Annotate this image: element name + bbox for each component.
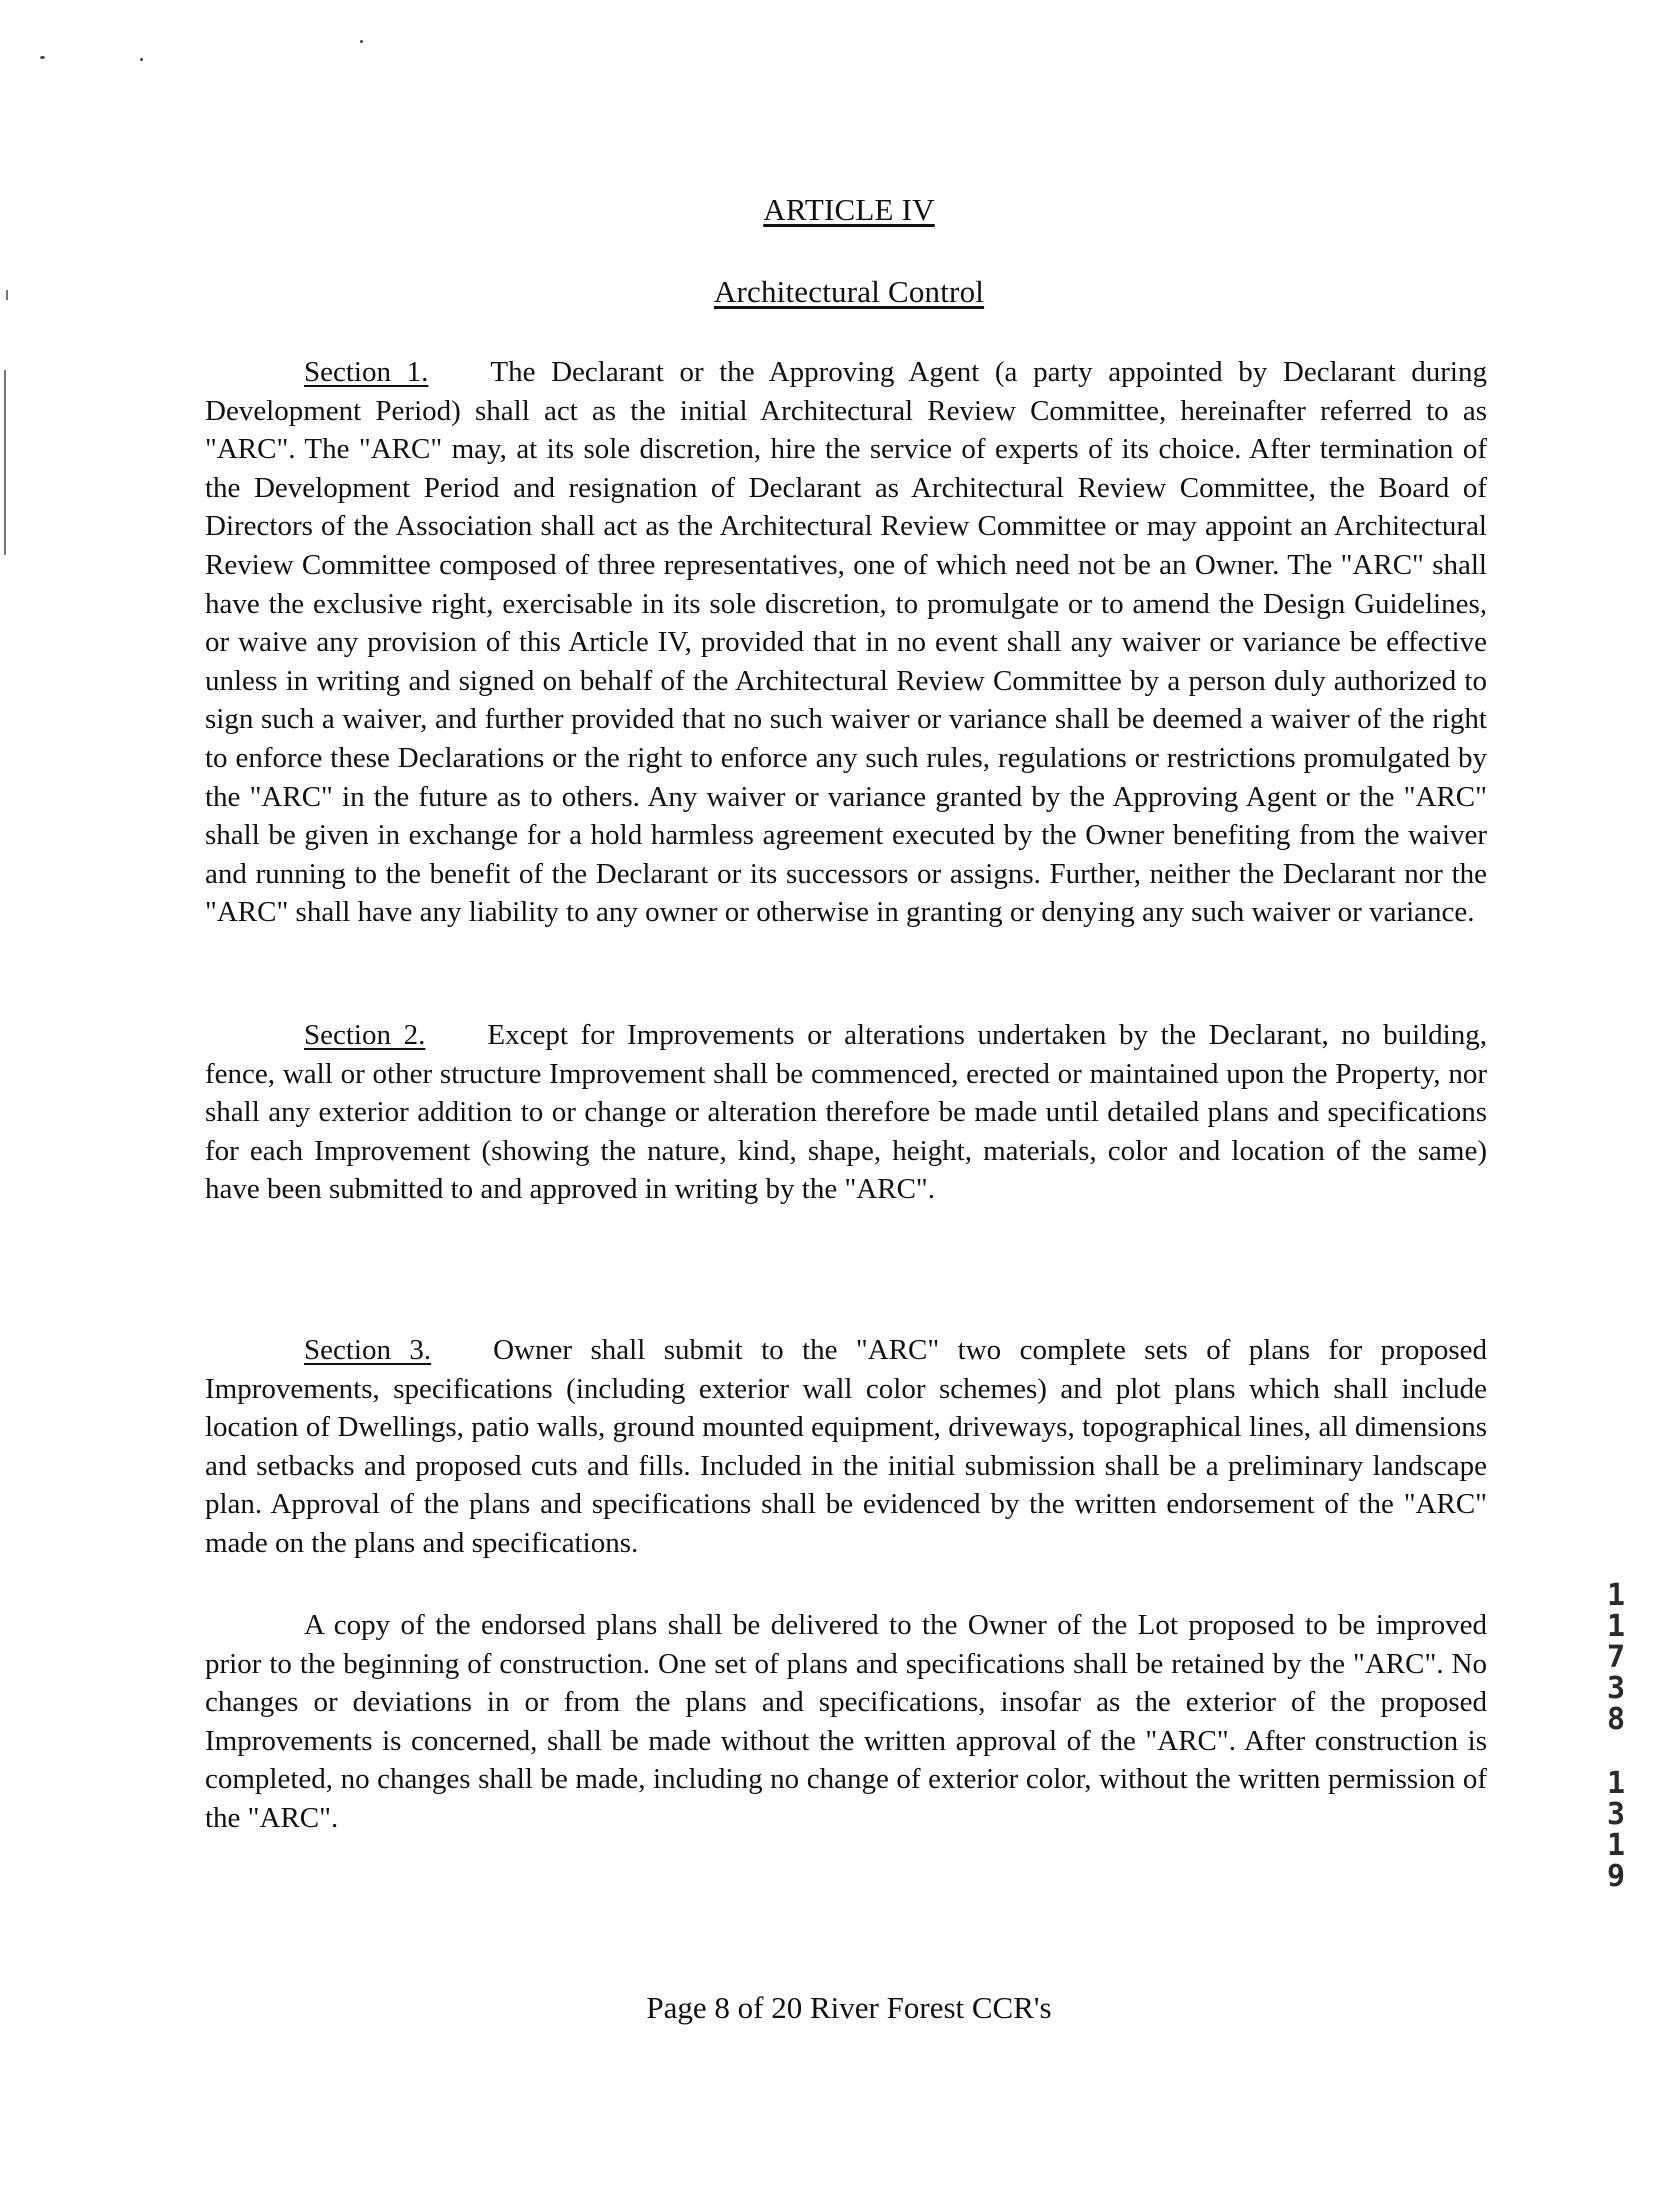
- section-2-label: Section 2.: [304, 1019, 426, 1051]
- article-heading: ARTICLE IV: [763, 192, 935, 227]
- stamp-digit: 9: [1606, 1859, 1626, 1894]
- scan-margin-line: [6, 290, 8, 300]
- scan-speck: [360, 40, 363, 43]
- section-2-text: Except for Improvements or alterations undertaken by the Declarant, no building, fence, wall or other structure Improvement shall be commenced, erected or maintained upon the Property, nor shall any exterior addition to or change or alteration therefore be made until detailed plans and specifications for each Improvement (showing the nature, kind, shape, height, materials, color and location of the same) have been submitted to and approved in writing by the "ARC".: [205, 1019, 1487, 1206]
- scan-margin-line: [4, 370, 6, 555]
- stamp-digit: 7: [1606, 1640, 1626, 1675]
- stamp-digit: 1: [1606, 1828, 1626, 1863]
- section-3-label: Section 3.: [304, 1334, 432, 1366]
- section-2-paragraph: [205, 1016, 1487, 1209]
- stamp-digit: 8: [1606, 1702, 1626, 1737]
- stamp-digit: 1: [1606, 1578, 1626, 1613]
- stamp-gap: [1604, 1735, 1628, 1768]
- section-3-paragraph: [205, 1331, 1487, 1563]
- section-1-paragraph: [205, 353, 1487, 932]
- stamp-digit: 3: [1606, 1671, 1626, 1706]
- recording-stamp: [1604, 1580, 1628, 1892]
- scan-speck: [140, 58, 143, 61]
- section-1-label: Section 1.: [304, 356, 429, 388]
- stamp-digit: 3: [1606, 1797, 1626, 1832]
- stamp-digit: 1: [1606, 1766, 1626, 1801]
- section-3-continuation-paragraph: A copy of the endorsed plans shall be delivered to the Owner of the Lot proposed to be improved prior to the beginning of construction. One set of plans and specifications shall be retained by the "ARC". No changes or deviations in or from the plans and specifications, insofar as the exterior of the proposed Improvements is concerned, shall be made without the written approval of the "ARC". After construction is completed, no changes shall be made, including no change of exterior color, without the written permission of the "ARC".: [205, 1609, 1487, 1834]
- scan-speck: [40, 56, 45, 59]
- section-1-text: The Declarant or the Approving Agent (a party appointed by Declarant during Development Period) shall act as the initial Architectural Review Committee, hereinafter referred to as "ARC". The "ARC" may, at its sole discretion, hire the service of experts of its choice. After termination of the Development Period and resignation of Declarant as Architectural Review Committee, the Board of Directors of the Association shall act as the Architectural Review Committee or may appoint an Architectural Review Committee composed of three representatives, one of which need not be an Owner. The "ARC" shall have the exclusive right, exercisable in its sole discretion, to promulgate or to amend the Design Guidelines, or waive any provision of this Article IV, provided that in no event shall any waiver or variance be effective unless in writing and signed on behalf of the Architectural Review Committee by a person duly authorized to sign such a waiver, and further provided that no such waiver or variance shall be deemed a waiver of the right to enforce these Declarations or the right to enforce any such rules, regulations or restrictions promulgated by the "ARC" in the future as to others. Any waiver or variance granted by the Approving Agent or the "ARC" shall be given in exchange for a hold harmless agreement executed by the Owner benefiting from the waiver and running to the benefit of the Declarant or its successors or assigns. Further, neither the Declarant nor the "ARC" shall have any liability to any owner or otherwise in granting or denying any such waiver or variance.: [205, 356, 1487, 929]
- page-footer: Page 8 of 20 River Forest CCR's: [646, 1990, 1052, 2025]
- article-subheading: Architectural Control: [713, 274, 985, 309]
- section-3-text: Owner shall submit to the "ARC" two complete sets of plans for proposed Improvements, specifications (including exterior wall color schemes) and plot plans which shall include location of Dwellings, patio walls, ground mounted equipment, driveways, topographical lines, all dimensions and setbacks and proposed cuts and fills. Included in the initial submission shall be a preliminary landscape plan. Approval of the plans and specifications shall be evidenced by the written endorsement of the "ARC" made on the plans and specifications.: [205, 1334, 1487, 1559]
- stamp-digit: 1: [1606, 1609, 1626, 1644]
